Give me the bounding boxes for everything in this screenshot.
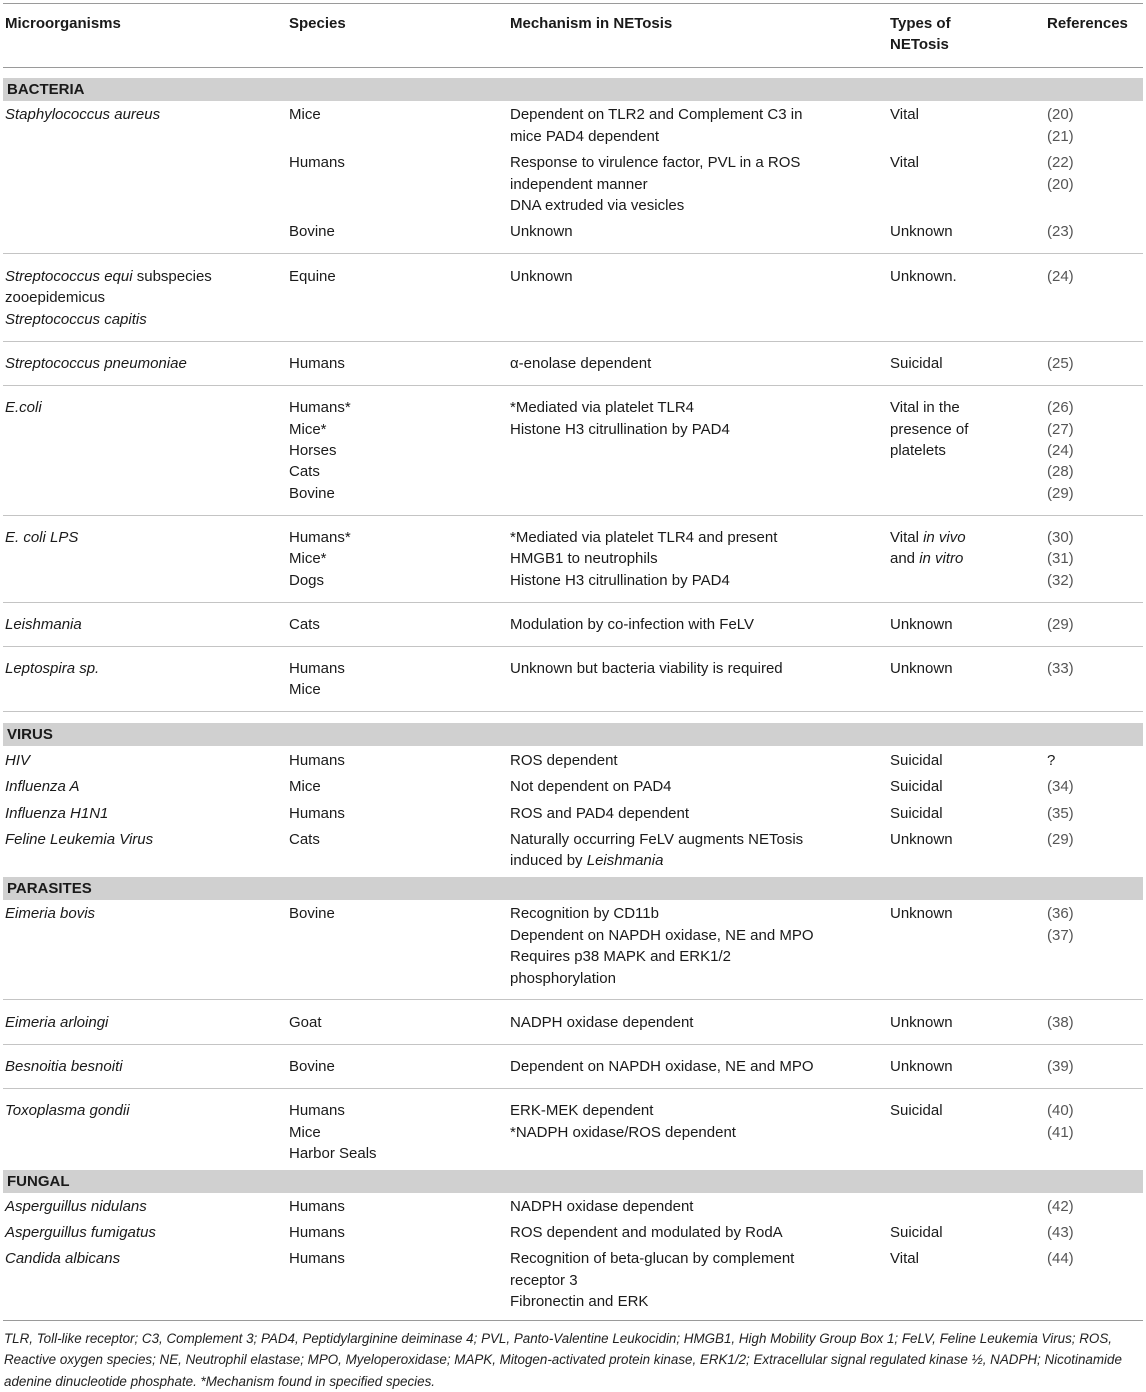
type-text-italic: in vitro [919, 550, 964, 567]
reference-cell: (35) [1047, 805, 1074, 822]
mechanism-cell: Requires p38 MAPK and ERK1/2 [510, 948, 731, 965]
header-references: References [1047, 15, 1128, 32]
species-cell: Humans [289, 1198, 345, 1215]
reference-cell: (30) [1047, 529, 1074, 546]
species-cell: Bovine [289, 223, 335, 240]
mechanism-cell: Modulation by co-infection with FeLV [510, 616, 755, 633]
species-cell: Bovine [289, 1058, 335, 1075]
species-cell: Cats [289, 831, 320, 848]
species-cell: Horses [289, 442, 337, 459]
mechanism-cell: Unknown [510, 223, 573, 240]
organism-name: zooepidemicus [5, 289, 106, 306]
type-cell: Vital [890, 154, 919, 171]
type-cell: Suicidal [890, 355, 943, 372]
reference-cell: (40) [1047, 1102, 1074, 1119]
mechanism-cell: Recognition by CD11b [510, 905, 659, 922]
reference-cell: (42) [1047, 1198, 1074, 1215]
row-divider [3, 999, 1143, 1000]
category-label: VIRUS [7, 726, 53, 743]
reference-cell: (26) [1047, 399, 1074, 416]
type-text-italic: in vivo [923, 529, 966, 546]
reference-cell: ? [1047, 752, 1056, 769]
row-divider [3, 602, 1143, 603]
reference-cell: (29) [1047, 831, 1074, 848]
mechanism-cell: Recognition of beta-glucan by complement [510, 1250, 795, 1267]
organism-name: Leptospira sp. [5, 660, 100, 677]
species-cell: Humans [289, 1102, 345, 1119]
organism-name: Asperguillus nidulans [5, 1198, 147, 1215]
species-cell: Humans* [289, 399, 351, 416]
species-cell: Cats [289, 463, 320, 480]
mechanism-cell: HMGB1 to neutrophils [510, 550, 658, 567]
type-text: and [890, 550, 920, 567]
row-divider [3, 253, 1143, 254]
reference-cell: (23) [1047, 223, 1074, 240]
species-cell: Humans [289, 1250, 345, 1267]
species-cell: Humans [289, 355, 345, 372]
reference-cell: (36) [1047, 905, 1074, 922]
mechanism-cell: Not dependent on PAD4 [510, 778, 672, 795]
mechanism-cell: Unknown [510, 268, 573, 285]
species-cell: Humans* [289, 529, 351, 546]
mechanism-cell: ERK-MEK dependent [510, 1102, 654, 1119]
species-cell: Equine [289, 268, 336, 285]
table-top-rule [3, 3, 1143, 4]
species-cell: Humans [289, 660, 345, 677]
species-cell: Bovine [289, 905, 335, 922]
type-cell: Suicidal [890, 752, 943, 769]
mechanism-cell: ROS dependent and modulated by RodA [510, 1224, 783, 1241]
type-cell: Unknown. [890, 268, 957, 285]
mechanism-text-italic: Leishmania [586, 852, 664, 869]
header-rule [3, 67, 1143, 68]
type-cell: Suicidal [890, 778, 943, 795]
reference-cell: (44) [1047, 1250, 1074, 1267]
organism-name-italic: Streptococcus equi [5, 268, 133, 285]
type-cell: Unknown [890, 1014, 953, 1031]
type-cell [890, 527, 966, 549]
reference-cell: (33) [1047, 660, 1074, 677]
organism-name: Influenza H1N1 [5, 805, 109, 822]
species-cell: Cats [289, 616, 320, 633]
reference-cell: (31) [1047, 550, 1074, 567]
species-cell: Mice* [289, 550, 327, 567]
category-label: FUNGAL [7, 1173, 70, 1190]
row-divider [3, 385, 1143, 386]
organism-name-suffix: subspecies [132, 268, 212, 285]
row-divider [3, 341, 1143, 342]
row-divider [3, 1044, 1143, 1045]
reference-cell: (21) [1047, 128, 1074, 145]
organism-name: E. coli LPS [5, 529, 79, 546]
reference-cell: (25) [1047, 355, 1074, 372]
species-cell: Mice* [289, 421, 327, 438]
mechanism-cell [510, 850, 663, 872]
reference-cell: (43) [1047, 1224, 1074, 1241]
type-text: Vital [890, 529, 924, 546]
type-cell: platelets [890, 442, 946, 459]
reference-cell: (22) [1047, 154, 1074, 171]
reference-cell: (24) [1047, 268, 1074, 285]
category-virus [3, 723, 1143, 746]
type-cell: Unknown [890, 660, 953, 677]
table-footnote: TLR, Toll-like receptor; C3, Complement 3; PAD4, Peptidylarginine deiminase 4; PVL, Panto-Valentine Leukocidin; HMGB1, High Mobility Group Box 1; FeLV, Feline Leukemia Virus; ROS, Reactive oxygen species; NE, Neutrophil elastase; MPO, Myeloperoxidase; MAPK, Mitogen-activated protein kinase, ERK1/2; Extracellular signal regulated kinase ½, NADPH; Nicotinamide adenine dinucleotide phosphate. *Mechanism found in specified species. [4, 1331, 1122, 1389]
organism-name: Streptococcus pneumoniae [5, 355, 187, 372]
type-cell: Vital [890, 1250, 919, 1267]
organism-name: Streptococcus capitis [5, 311, 147, 328]
reference-cell: (37) [1047, 927, 1074, 944]
reference-cell: (24) [1047, 442, 1074, 459]
mechanism-cell: Fibronectin and ERK [510, 1293, 649, 1310]
organism-name: Staphylococcus aureus [5, 106, 161, 123]
organism-name: Toxoplasma gondii [5, 1102, 130, 1119]
row-divider [3, 646, 1143, 647]
header-species: Species [289, 15, 346, 32]
category-parasites [3, 877, 1143, 900]
type-cell: Vital [890, 106, 919, 123]
species-cell: Mice [289, 1124, 321, 1141]
species-cell: Humans [289, 752, 345, 769]
species-cell: Dogs [289, 572, 325, 589]
mechanism-cell: *Mediated via platelet TLR4 and present [510, 529, 778, 546]
species-cell: Harbor Seals [289, 1145, 377, 1162]
category-label: BACTERIA [7, 81, 85, 98]
reference-cell: (20) [1047, 106, 1074, 123]
mechanism-cell: *NADPH oxidase/ROS dependent [510, 1124, 736, 1141]
type-cell: Unknown [890, 1058, 953, 1075]
category-bacteria [3, 78, 1143, 101]
organism-name: Influenza A [5, 778, 80, 795]
reference-cell: (38) [1047, 1014, 1074, 1031]
reference-cell: (20) [1047, 176, 1074, 193]
organism-name: Leishmania [5, 616, 82, 633]
organism-name: Asperguillus fumigatus [5, 1224, 156, 1241]
type-cell: presence of [890, 421, 969, 438]
header-types-line2: NETosis [890, 36, 949, 53]
mechanism-cell: DNA extruded via vesicles [510, 197, 685, 214]
mechanism-cell: independent manner [510, 176, 648, 193]
header-mechanism: Mechanism in NETosis [510, 15, 673, 32]
mechanism-text: induced by [510, 852, 587, 869]
mechanism-cell: receptor 3 [510, 1272, 578, 1289]
type-cell: Suicidal [890, 1224, 943, 1241]
header-types-line1: Types of [890, 15, 951, 32]
mechanism-cell: ROS and PAD4 dependent [510, 805, 690, 822]
row-divider [3, 1088, 1143, 1089]
reference-cell: (29) [1047, 485, 1074, 502]
species-cell: Humans [289, 154, 345, 171]
organism-name: Candida albicans [5, 1250, 121, 1267]
mechanism-cell: Histone H3 citrullination by PAD4 [510, 421, 730, 438]
organism-name: Besnoitia besnoiti [5, 1058, 123, 1075]
mechanism-cell: *Mediated via platelet TLR4 [510, 399, 694, 416]
reference-cell: (34) [1047, 778, 1074, 795]
species-cell: Mice [289, 681, 321, 698]
mechanism-cell: Dependent on TLR2 and Complement C3 in [510, 106, 803, 123]
type-cell: Suicidal [890, 805, 943, 822]
reference-cell: (27) [1047, 421, 1074, 438]
species-cell: Goat [289, 1014, 322, 1031]
category-fungal [3, 1170, 1143, 1193]
organism-name [5, 266, 212, 288]
reference-cell: (32) [1047, 572, 1074, 589]
mechanism-cell: NADPH oxidase dependent [510, 1198, 694, 1215]
mechanism-cell: Naturally occurring FeLV augments NETosis [510, 831, 804, 848]
mechanism-cell: Dependent on NAPDH oxidase, NE and MPO [510, 1058, 814, 1075]
mechanism-cell: phosphorylation [510, 970, 616, 987]
mechanism-cell: Response to virulence factor, PVL in a ROS [510, 154, 801, 171]
species-cell: Mice [289, 106, 321, 123]
organism-name: Feline Leukemia Virus [5, 831, 154, 848]
type-cell: Suicidal [890, 1102, 943, 1119]
reference-cell: (29) [1047, 616, 1074, 633]
mechanism-cell: α-enolase dependent [510, 355, 652, 372]
reference-cell: (28) [1047, 463, 1074, 480]
table-bottom-rule [3, 1320, 1143, 1321]
mechanism-cell: Unknown but bacteria viability is required [510, 660, 783, 677]
reference-cell: (39) [1047, 1058, 1074, 1075]
organism-name: HIV [5, 752, 31, 769]
organism-name: Eimeria arloingi [5, 1014, 109, 1031]
row-divider [3, 515, 1143, 516]
type-cell: Unknown [890, 831, 953, 848]
category-label: PARASITES [7, 880, 92, 897]
type-cell: Unknown [890, 223, 953, 240]
mechanism-cell: ROS dependent [510, 752, 618, 769]
type-cell: Unknown [890, 616, 953, 633]
mechanism-cell: mice PAD4 dependent [510, 128, 659, 145]
reference-cell: (41) [1047, 1124, 1074, 1141]
header-microorganisms: Microorganisms [5, 15, 121, 32]
organism-name: E.coli [5, 399, 42, 416]
mechanism-cell: Histone H3 citrullination by PAD4 [510, 572, 730, 589]
row-divider [3, 711, 1143, 712]
type-cell [890, 548, 963, 570]
species-cell: Humans [289, 805, 345, 822]
type-cell: Unknown [890, 905, 953, 922]
species-cell: Humans [289, 1224, 345, 1241]
species-cell: Bovine [289, 485, 335, 502]
organism-name: Eimeria bovis [5, 905, 96, 922]
type-cell: Vital in the [890, 399, 960, 416]
mechanism-cell: NADPH oxidase dependent [510, 1014, 694, 1031]
mechanism-cell: Dependent on NAPDH oxidase, NE and MPO [510, 927, 814, 944]
species-cell: Mice [289, 778, 321, 795]
